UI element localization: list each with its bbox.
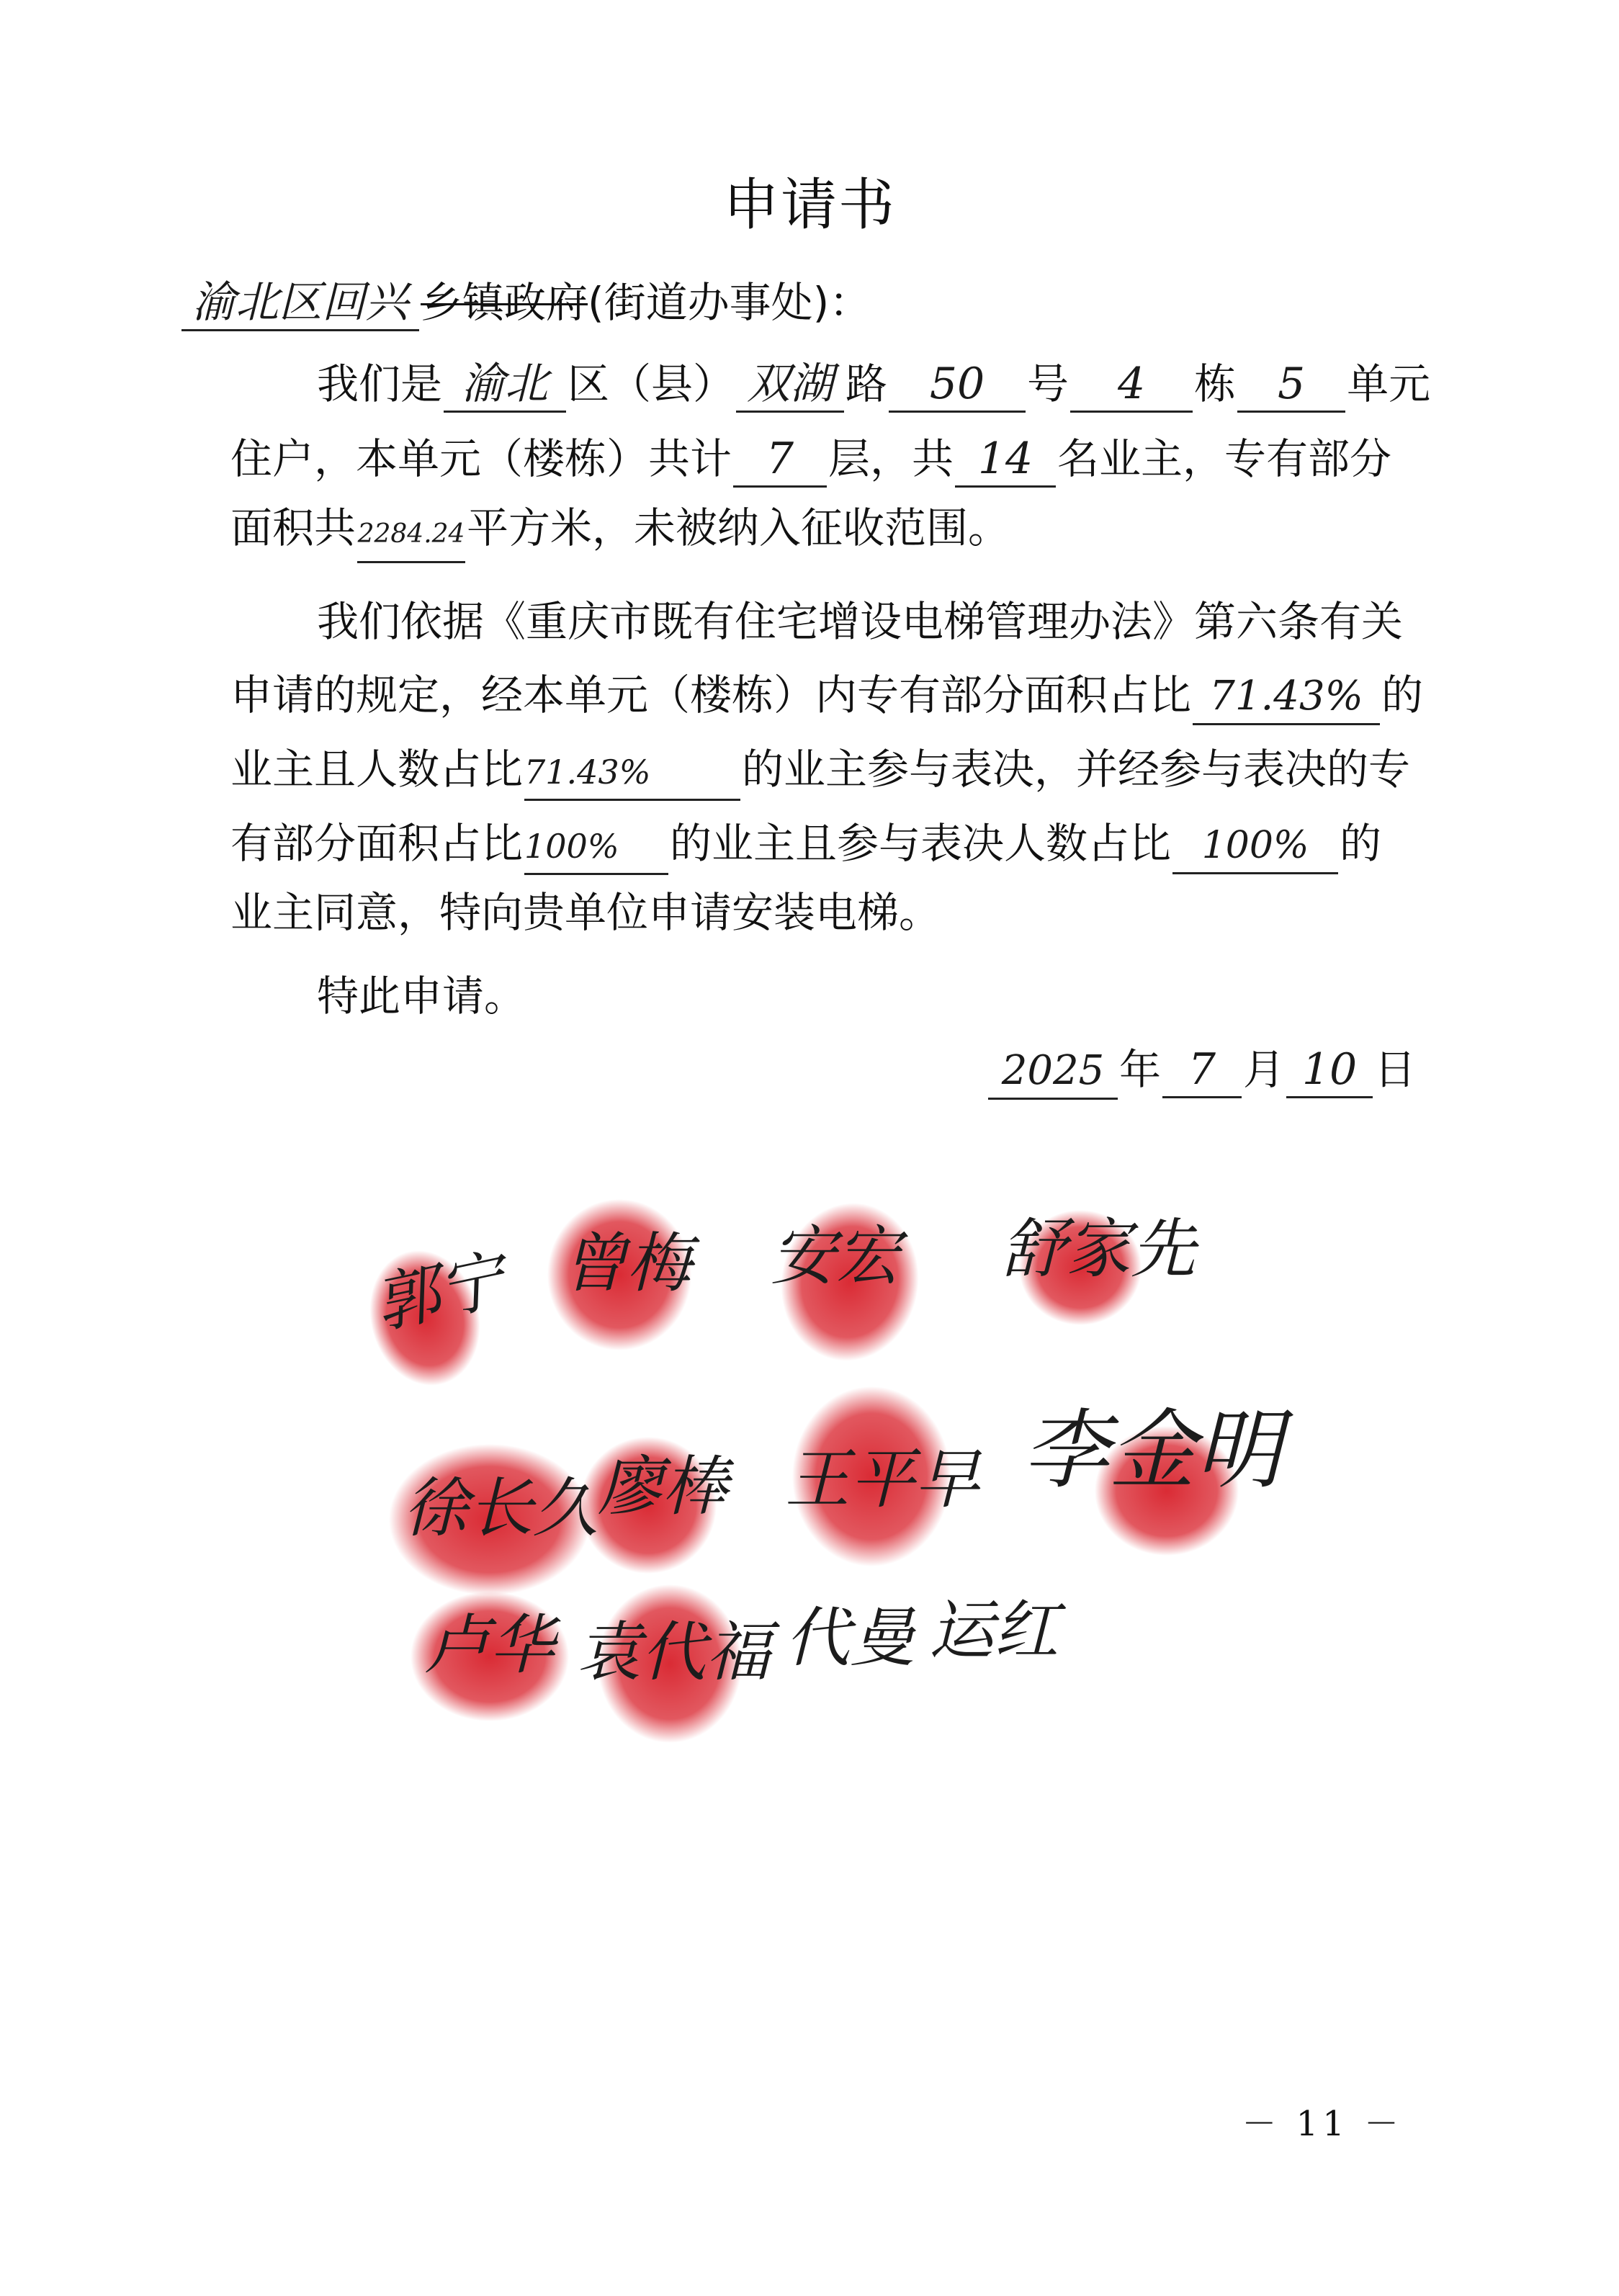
page-number: － 11 － [1242,2104,1403,2144]
vote-people-ratio-field: 100% [1172,819,1338,874]
building-field: 4 [1070,357,1193,413]
owners-field: 14 [955,432,1056,488]
text-fragment: 月 [1243,1045,1286,1094]
vote-area-ratio-field: 100% [524,820,668,875]
text-fragment: 年 [1119,1045,1162,1094]
para2-line1: 我们依据《重庆市既有住宅增设电梯管理办法》第六条有关 [317,597,1404,646]
signature: 卢华 [425,1607,555,1683]
text-fragment: 申请的规定，经本单元（楼栋）内专有部分面积占比 [230,671,1192,719]
text-fragment: 的 [1340,819,1382,868]
signature: 安宏 [771,1219,900,1294]
para2-line5: 业主同意，特向贵单位申请安装电梯。 [230,888,941,937]
text-fragment: 我们是 [317,359,443,408]
road-field: 双湖 [736,357,844,413]
unit-field: 5 [1237,357,1345,413]
text-fragment: 层，共 [828,434,954,483]
number-field: 50 [889,357,1026,413]
closing-text: 特此申请。 [317,972,526,1021]
signature: 袁代福 [576,1615,771,1690]
floors-field: 7 [733,432,827,488]
date-day: 10 [1286,1043,1373,1098]
text-fragment: 业主且人数占比 [230,745,524,794]
signature: 舒家先 [1001,1211,1196,1287]
signature: 代曼 [785,1600,915,1676]
signature: 李金明 [1023,1401,1282,1501]
district-field: 渝北 [444,357,566,413]
text-fragment: 号 [1027,359,1069,408]
signature: 曾梅 [562,1226,691,1301]
text-fragment: 单元 [1347,359,1431,408]
signature: 郭宁 [367,1242,511,1343]
text-fragment: 的业主且参与表决人数占比 [670,819,1172,868]
salutation-suffix: (街道办事处)： [588,278,871,327]
signature: 运红 [929,1593,1059,1669]
text-fragment: 区（县） [568,359,735,408]
text-fragment: 日 [1374,1045,1417,1094]
addressee-handwritten: 渝北区回兴 [181,276,419,331]
text-fragment: 名业主，专有部分 [1057,434,1392,483]
page-title: 申请书 [722,173,896,238]
date-year: 2025 [988,1044,1118,1100]
text-fragment: 住户，本单元（楼栋）共计 [230,434,732,483]
date-month: 7 [1162,1043,1242,1098]
text-fragment: 栋 [1194,359,1237,408]
area-field: 2284.24 [357,508,465,563]
area-ratio-field: 71.43% [1193,670,1380,725]
text-fragment: 有部分面积占比 [230,819,524,868]
text-fragment: 路 [846,359,888,408]
signature: 廖棒 [598,1449,727,1525]
signature: 王平早 [785,1442,979,1517]
struck-text: 乡镇政府 [421,278,588,327]
text-fragment: 的 [1381,671,1424,719]
text-fragment: 面积共 [230,503,356,552]
signature: 徐长久 [403,1471,598,1546]
text-fragment: 的业主参与表决，并经参与表决的专 [742,745,1411,794]
text-fragment: 平方米，未被纳入征收范围。 [467,503,1010,552]
people-ratio-field: 71.43% [524,745,740,801]
